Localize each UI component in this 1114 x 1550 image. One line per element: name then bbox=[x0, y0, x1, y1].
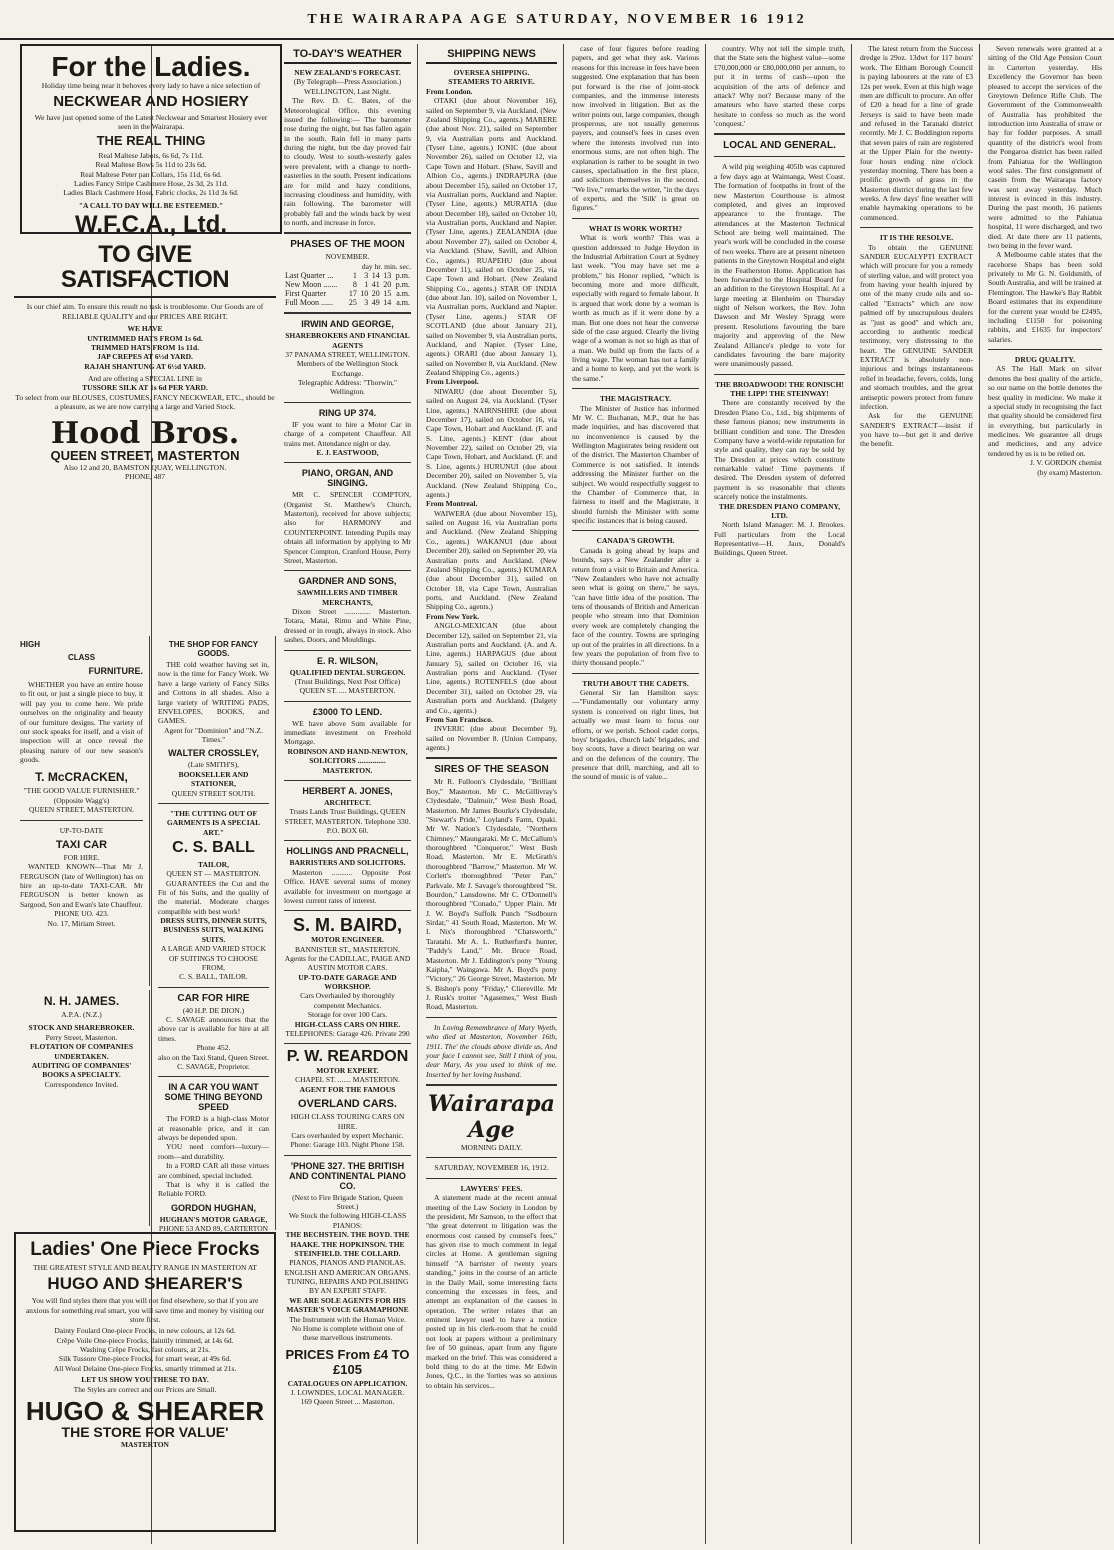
wilson-name: E. R. WILSON, bbox=[316, 655, 378, 666]
hughan-name: GORDON HUGHAN, bbox=[171, 1202, 256, 1213]
forecast-body: The Rev. D. C. Bates, of the Meteorological Office, this evening issued the following:— The barometer rose during the night, but has fallen again in the south. Rain fell in many parts during the night, but the day proved fair to cloudy. West to south-westerly gales were prevalent, with a change to north-easterlies in the south. Present indications are for mild and hazy conditions, increasing cloudiness and humidity, with rain following. The barometer will probably fall and the winds back by west to north, and increase in force. bbox=[284, 96, 411, 227]
ad-line-trimmed: TRIMMED HATS FROM 1s 11d. bbox=[91, 342, 199, 352]
piano-co-name: 'PHONE 327. THE BRITISH AND CONTINENTAL PIANO CO. bbox=[289, 1160, 406, 1191]
column-3 bbox=[420, 44, 564, 1544]
james-l2: Perry Street, Masterton. bbox=[45, 1032, 118, 1042]
ad-brand-1: HUGO AND SHEARER'S bbox=[47, 1274, 243, 1294]
ad-line-untrimmed: UNTRIMMED HATS FROM 1s 6d. bbox=[87, 333, 203, 343]
jones-l2: Trusts Lands Trust Buildings, QUEEN STREET, MASTERTON. Telephone 330. P.O. BOX 60. bbox=[284, 807, 411, 835]
ad-item-list: Real Maltese Jabots, 6s 6d, 7s 11d. Real Maltese Bows 5s 11d to 23s 6d. Real Maltese Peter pan Collars, 15s 11d, 6s 6d. Ladies Fancy Stripe Cashmere Hose, 2s 3d, 2s 11d. Ladies Black Cashmere Hose, Fabric clocks, 2s 11d 3s 6d. bbox=[63, 150, 239, 198]
ball-name: C. S. BALL bbox=[172, 839, 255, 856]
overland-title: OVERLAND CARS. bbox=[297, 1098, 397, 1111]
taxi-title: TAXI CAR bbox=[55, 838, 108, 851]
car-phone: Phone 452. bbox=[196, 1043, 231, 1053]
drug-heading: DRUG QUALITY. bbox=[1014, 355, 1076, 364]
james-ad bbox=[14, 990, 150, 1226]
work-body: What is work worth? This was a question addressed to Judge Heydon in the Industrial Arbitration Court at Sydney last week. "You may have set me a problem," his Honor replied, "which is becoming more and more difficult, especially with regard to female labour. It is argued that work done by a woman is worth as much as if it were done by a man. But one does not hear the converse side of the case argued. Clearly the living wage of a woman is not so high as that of a man. We build up from the facts of a living wage. The woman has not a family and a home to keep, and yet the work is the same." bbox=[572, 233, 699, 383]
local-body: A wild pig weighing 405lb was captured a few days ago at Waimanga, West Coast. The formation of footpaths in front of the new Masterton Courthouse is almost completed, and gives an improved appearance to the frontage. The attendances at the Masterton Technical School are being well maintained. The year's work will be concluded in the course of two weeks. There are at present nineteen patients in the Greytown Hospital and eight in the Featherston Home. Application has been forwarded to the Hospital Board for an addition to the Greytown Hospital. At a large meeting at Blenheim on Thursday night of Nelson workers, the Rev. John Dawson and Mr Wesley Spragg were present. Resolutions favouring the bare majority and approving of the New Zealand Alliance's pledge to vote for candidates favouring the bare majority were unanimously passed. bbox=[714, 162, 845, 369]
irwin-name: IRWIN AND GEORGE, bbox=[301, 319, 394, 330]
ad-tagline: THE REAL THING bbox=[96, 133, 206, 149]
ad-place: MASTERTON bbox=[121, 1439, 169, 1449]
crossley-l2: QUEEN STREET SOUTH. bbox=[171, 788, 256, 798]
ball-body: GUARANTEES the Cut and the Fit of his Suits, and the quality of the material. Moderate charges compatible with best work! bbox=[158, 878, 269, 916]
masthead bbox=[0, 0, 1114, 40]
james-l5: Correspondence Invited. bbox=[44, 1079, 119, 1089]
moon-row bbox=[284, 289, 411, 298]
moon-row bbox=[284, 298, 411, 307]
overland-l1: HIGH CLASS TOURING CARS ON HIRE. bbox=[290, 1112, 405, 1131]
taxi-phone: PHONE UO. 423. bbox=[54, 909, 109, 919]
paper-sub: MORNING DAILY. bbox=[460, 1143, 523, 1152]
piano-body: MR C. SPENCER COMPTON, (Organist St. Matthew's Church, Masterton), received for above subjects; also for HARMONY and COUNTERPOINT. Intending Pupils may obtain all information by applying to Mr Spencer Compton, Cranford House, Perry Street, Masterton. bbox=[284, 490, 411, 565]
taxi-addr: No. 17, Miriam Street. bbox=[47, 918, 116, 928]
shipping-heading: SHIPPING NEWS bbox=[426, 48, 557, 64]
ad-phone: PHONE, 487 bbox=[124, 472, 165, 482]
jones-name: HERBERT A. JONES, bbox=[302, 785, 393, 796]
forecast-date: WELLINGTON, Last Night. bbox=[304, 86, 391, 96]
weather-heading: TO-DAY'S WEATHER bbox=[284, 48, 411, 64]
piano-title: PIANO, ORGAN, AND SINGING. bbox=[301, 468, 394, 489]
reardon-l3: AGENT FOR THE FAMOUS bbox=[299, 1084, 396, 1094]
wilson-l2: (Trust Buildings, Next Post Office) QUEEN ST. .... MASTERTON. bbox=[294, 676, 401, 696]
ad-address: QUEEN STREET, MASTERTON bbox=[50, 448, 240, 463]
ad-we-have: WE HAVE bbox=[127, 324, 163, 334]
moon-row bbox=[284, 280, 411, 289]
resolve-heading: IT IS THE RESOLVE. bbox=[879, 233, 954, 243]
ad-body: You will find styles there that you will not find elsewhere, so that if you are anxious for something real smart, you will save time and money by visiting our store first. bbox=[25, 1296, 265, 1324]
lend-body: WE have above Sum available for immediate investment on Freehold Mortgage. bbox=[284, 718, 411, 747]
work-heading: WHAT IS WORK WORTH? bbox=[588, 223, 683, 233]
taxi-hire: FOR HIRE. bbox=[63, 852, 100, 862]
lend-title: £3000 TO LEND. bbox=[312, 706, 383, 717]
garage: UP-TO-DATE GARAGE AND WORKSHOP. bbox=[298, 972, 397, 992]
moon-cell: 10 bbox=[360, 289, 369, 299]
james-l1: STOCK AND SHAREBROKER. bbox=[28, 1023, 135, 1033]
paper-date: SATURDAY, NOVEMBER 16, 1912. bbox=[434, 1163, 549, 1173]
gardner-l2: Dixon Street .............. Masterton. Totara, Matai, Rimu and White Pine, dressed or in rough, always in stock. Also sashes, Doors, and Mouldings. bbox=[284, 607, 411, 645]
wilson-l1: QUALIFIED DENTAL SURGEON. bbox=[289, 667, 406, 677]
ad-title: TO GIVE SATISFACTION bbox=[14, 242, 276, 298]
ball-range: A LARGE AND VARIED STOCK OF SUITINGS TO CHOOSE FROM, bbox=[160, 944, 266, 972]
paper-title: Wairarapa Age bbox=[428, 1091, 555, 1143]
piano-co-l2: We Stock the following HIGH-CLASS PIANOS: bbox=[288, 1211, 407, 1230]
reardon-l1: MOTOR EXPERT. bbox=[316, 1066, 379, 1076]
ad-brand: Hood Bros. bbox=[50, 415, 240, 451]
lowndes: J. LOWNDES, LOCAL MANAGER. bbox=[290, 1388, 405, 1398]
ball-l2: QUEEN ST — MASTERTON. bbox=[166, 869, 261, 879]
drug-sig-2: (by exam) Masterton. bbox=[1037, 467, 1102, 477]
moon-table bbox=[284, 271, 411, 307]
piano-co-l5: WE ARE SOLE AGENTS FOR HIS MASTER'S VOICE GRAMAPHONE bbox=[286, 1295, 409, 1315]
ad-styles: The Styles are correct and our Prices are Small. bbox=[73, 1384, 217, 1394]
james-name: N. H. JAMES. bbox=[43, 994, 120, 1008]
ball-l1: TAILOR, bbox=[198, 859, 229, 869]
taxi-top: UP-TO-DATE bbox=[59, 825, 104, 835]
ad-title: For the Ladies. bbox=[51, 51, 251, 82]
drug-body: AS The Hall Mark on silver denotes the best quality of the article, so our name on the bottle denotes the best quality in medicine. We make it a special study in recognising the fact that quality should be considered first in everything, but particularly in medicines. We guarantee all drugs and medicines, and any advice tendered by us is to be relied on. bbox=[988, 364, 1102, 458]
column-left-sub-right bbox=[152, 636, 276, 1234]
ford-why: That is why it is called the Reliable FORD. bbox=[158, 1179, 269, 1199]
from-liverpool: From Liverpool. bbox=[426, 377, 479, 387]
ad-address-2: Also 12 and 20, BAMSTON QUAY, WELLINGTON. bbox=[63, 462, 227, 472]
ford-need: YOU need comfort—luxury—room—and durability. bbox=[158, 1142, 269, 1161]
lend-sig: ROBINSON AND HAND-NEWTON, SOLICITORS ............... MASTERTON. bbox=[287, 746, 408, 775]
forecast-heading: NEW ZEALAND'S FORECAST. bbox=[294, 68, 401, 77]
garage-l2: Storage for over 100 Cars. bbox=[307, 1010, 388, 1020]
leader-heading: LAWYERS' FEES. bbox=[460, 1183, 523, 1193]
catalogues: CATALOGUES ON APPLICATION. bbox=[287, 1378, 408, 1388]
gardner-l1: SAWMILLERS AND TIMBER MERCHANTS, bbox=[297, 588, 398, 607]
car-stand: also on the Taxi Stand, Queen Street. bbox=[158, 1052, 269, 1062]
ring-body: IF you want to hire a Motor Car in charge of a competent Chauffeur. All trains met. Attendance night or day. bbox=[284, 419, 411, 448]
piano-co-l3: PIANOS, PIANOS AND PIANOLAS. ENGLISH AND AMERICAN ORGANS. bbox=[284, 1258, 411, 1277]
garage-l3: HIGH-CLASS CARS ON HIRE. bbox=[294, 1019, 401, 1029]
column-left-sub bbox=[14, 636, 150, 986]
hollings-name: HOLLINGS AND PRACNELL, bbox=[286, 846, 409, 857]
piano-list: THE BECHSTEIN. THE BOYD. THE HAAKE. THE HOPKINSON. THE STEINFIELD. THE COLLARD. bbox=[285, 1230, 410, 1258]
crossley-l1: BOOKSELLER AND STATIONER, bbox=[178, 769, 249, 789]
furniture-h2: CLASS bbox=[67, 653, 96, 662]
ad-intro: Is our chief aim. To ensure this result no task is troublesome. Our Goods are of RELIABLE QUALITY and our PRICES ARE RIGHT. bbox=[26, 302, 264, 321]
cutting: "THE CUTTING OUT OF GARMENTS IS A SPECIAL ART." bbox=[166, 808, 261, 837]
irwin-l1: SHAREBROKERS AND FINANCIAL AGENTS bbox=[285, 331, 410, 350]
moon-units: day hr. min. sec. bbox=[361, 261, 411, 271]
ad-title: Ladies' One Piece Frocks bbox=[30, 1239, 260, 1260]
lowndes-addr: 169 Queen Street ... Masterton. bbox=[300, 1397, 395, 1407]
leader-body: A statement made at the recent annual meeting of the Law Society in London by the president, Mr Samson, to the effect that "the great deterrent to litigation was the enormous cost caused by counsel's fees," has given rise to much comment in legal circles at Home. A gentleman signing himself "A barrister of twenty years standing," joins in the course of an article in the Daily Mail, some interesting facts concerning the excesses in fees, and attempt an explanation of the causes in operation. The writer relates that an eminent lawyer used to have a notice posted up in his clerk-room that he could not look at papers without a preliminary fee of 50 guineas, apart from any figure marked on the brief. This was considered a bold thing to do at the time. Mr Edwin Jones, Q.C., in the 'forties was so anxious to obtain his services... bbox=[426, 1193, 557, 1390]
sires-body: Mr R. Fulloon's Clydesdale, "Brilliant Boy," Masterton. Mr C. McGillivray's Clydesdale, "Dalmuir," West Bush Road, Masterton. Mr James Bourke's Clydesdale, "Stewart's Pride," Loyland's Farm, Opaki. Mr W. Nation's Clydesdale, "Northern Chimney," Maungaraki. Mr C. McCallum's thoroughbred "Conqueror," West Bush Road, Masterton. Mr E. McGrath's thoroughbred "Barrow," Masterton. Mr W. Corlett's thoroughbred "Peter Pan," Parkvale. Mr J. Savage's thoroughbred "St. Bourdon," Lansdowne. Mr C. O'Donnell's thoroughbred "Conado," Upper Plain. Mr J. W. Boyd's Suffolk Punch "Sudbourn Sirdar," 41 South Road, Masterton. Mr W. I. Nix's thoroughbred "Chatsworth," Taratahi. Mr A. L. Rutherfurd's hunter, "Paddy's Land," Mt. Bruce Road, Masterton. Mr J. Eddington's pony "Young Kaipha," Waingawa. Mr A. Boyd's pony "Victory," 26 George Street, Masterton. Mr S. Bishop's pony "Friday," Cliereville. Mr J. Rusk's trotter "Agasemes," West Bush Road, Masterton. bbox=[426, 777, 557, 1012]
crossley-late: (Late SMITH'S), bbox=[188, 760, 239, 770]
column-5 bbox=[708, 44, 852, 1544]
baird-l2: BANNISTER ST., MASTERTON. Agents for the CADILLAC, PAIGE AND AUSTIN MOTOR CARS. bbox=[284, 944, 411, 973]
car-title: CAR FOR HIRE bbox=[177, 992, 250, 1004]
magistracy-heading: THE MAGISTRACY. bbox=[600, 394, 671, 404]
james-qual: A.P.A. (N.Z.) bbox=[61, 1010, 102, 1019]
ad-subtitle: THE GREATEST STYLE AND BEAUTY RANGE IN MASTERTON AT bbox=[33, 1262, 257, 1272]
james-l3: FLOTATION OF COMPANIES UNDERTAKEN. bbox=[29, 1042, 134, 1061]
from-montreal: From Montreal. bbox=[426, 499, 478, 509]
car-hp: (40 H.P. DE DION.) bbox=[182, 1005, 245, 1015]
from-new-york: From New York. bbox=[426, 611, 480, 621]
hollings-l1: BARRISTERS AND SOLICITORS. bbox=[289, 858, 406, 868]
reardon-name: P. W. REARDON bbox=[286, 1048, 409, 1066]
moon-cell: Last Quarter ... bbox=[285, 271, 334, 281]
moon-row bbox=[284, 271, 411, 280]
music-heading: THE BROADWOOD! THE RONISCH! THE LIPP! THE STEINWAY! bbox=[715, 379, 844, 398]
liverpool-body: NIWARU (due about December 5), sailed on August 24, via Auckland. (Tyser Line, agents.) NAIRNSHIRE (due about December 17), sailed on October 16, via Cape Town, Hobart and Auckland. (F. and S. Line, agents.) KENT (due about November 22), sailed on October 29, via Cape Town, Hobart, and Auckland. (F. and S. Line, agents.) HURUNUI (due about December 20), sailed on November 5, via Auckland. (New Zealand Shipping Co., agents.) bbox=[426, 386, 557, 499]
shop-agent: Agent for "Dominion" and "N.Z. Times." bbox=[164, 725, 263, 744]
resolve-end: Ask for the GENUINE SANDER'S EXTRACT—insist if you have to—but get it and derive the benefit. bbox=[860, 411, 973, 449]
article-top: country. Why not tell the simple truth, that the State sets the highest value—some £70,000,000 or £80,000,000 per annum, to put it in terms of cash—upon the acquisition of the arts of defence and attack? Why not? Because many of the amateurs who have started these corps hesitate to confess so much as the word 'conquest.' bbox=[714, 44, 845, 128]
mccracken-addr: QUEEN STREET, MASTERTON. bbox=[28, 805, 135, 815]
canada-heading: CANADA'S GROWTH. bbox=[596, 536, 675, 546]
moon-cell: Full Moon ...... bbox=[285, 298, 334, 308]
shop-body: THE cold weather having set in, now is the time for Fancy Work. We have a large variety of Fancy Silks and Cottons in all shades. Also a large variety of WRITING PADS, ENVELOPES, BOOKS, and GAMES. bbox=[158, 660, 269, 726]
piano-co-l7: No Home is complete without one of these marvellous instruments. bbox=[291, 1323, 404, 1343]
piano-co-l4: TUNING, REPAIRS AND POLISHING BY AN EXPERT STAFF. bbox=[286, 1277, 409, 1296]
moon-cell: 25 bbox=[348, 298, 357, 308]
mccracken-tag: "THE GOOD VALUE FURNISHER." bbox=[23, 786, 140, 796]
overland-phone: Phone: Garage 103. Night Phone 158. bbox=[290, 1140, 405, 1150]
hollings-l2: Masterton ........... Opposite Post Office. HAVE several sums of money available for investment on mortgage at lowest current rates of interest. bbox=[284, 867, 411, 905]
moon-cell: 14 bbox=[371, 271, 380, 281]
column-2 bbox=[278, 44, 418, 1544]
moon-cell: 49 bbox=[371, 298, 380, 308]
ad-show: LET US SHOW YOU THESE TO DAY. bbox=[81, 1375, 209, 1385]
from-london: From London. bbox=[426, 86, 473, 96]
james-l4: AUDITING OF COMPANIES' BOOKS A SPECIALTY. bbox=[31, 1060, 132, 1080]
column-6 bbox=[854, 44, 980, 1544]
montreal-body: WAIWERA (due about November 15), sailed on August 16, via Australian ports and Auckland. (New Zealand Shipping Co., agents.) WAKANUI (due about December 20), sailed on September 20, via Australian ports and Auckland. (New Zealand Shipping Co., agents.) KUMARA (due about December 31), sailed on October 18, via Cape Town, Australian ports, and Auckland. (New Zealand Shipping Co., agents.) bbox=[426, 508, 557, 612]
sf-body: INVERIC (due about December 9), sailed on November 8. (Union Company, agents.) bbox=[426, 724, 557, 752]
moon-cell: p.m. bbox=[395, 280, 410, 290]
ad-slogan: "A CALL TO DAY WILL BE ESTEEMED." bbox=[78, 200, 224, 210]
ad-special: And are offering a SPECIAL LINE in bbox=[88, 374, 202, 383]
article-top: The latest return from the Success dredge is 29oz. 13dwt for 117 hours' work. The Eltham Borough Council is paying labourers at the rate of £3 12s per week. Even at this high wage men are difficult to procure. An offer of £20 a head for a line of grade Jerseys is said to have been made and refused in the Taranaki district recently. Mr J. C. Boddington reports that seven pairs of rain are registered at the Upper Plain for the twenty-four hours ending nine o'clock yesterday morning. There has been a prolific growth of grass in the Masterton district during the last few weeks. A few days' fine weather will enable haymaking operations to be commenced. bbox=[860, 44, 973, 222]
ad-line-rajah: RAJAH SHANTUNG AT 6½d YARD. bbox=[84, 361, 206, 371]
jones-l1: ARCHITECT. bbox=[324, 797, 371, 807]
magistracy-body: The Minister of Justice has informed Mr W. C. Buchanan, M.P., that he has made inquiries, and has discovered that no inconvenience is caused by the Wellington Magistrates being resident out of the district. The Masterton Chamber of Commerce is not satisfied. It intends addressing the Minister further on the subject. We would respectfully suggest to the Chamber of Commerce that, in fairness to itself and the Magistrate, it should furnish the Minister with some specific instances that is being caused. bbox=[572, 403, 699, 525]
ball-dress: DRESS SUITS, DINNER SUITS, BUSINESS SUITS, WALKING SUITS. bbox=[160, 916, 267, 944]
moon-cell: a.m. bbox=[396, 298, 410, 308]
moon-cell: 1 bbox=[364, 280, 369, 290]
hughan-l1: HUGHAN'S MOTOR GARAGE, bbox=[159, 1214, 268, 1224]
garage-l1: Cars Overhauled by thoroughly competent Mechanics. bbox=[300, 991, 395, 1010]
ad-for-the-ladies bbox=[20, 44, 282, 239]
hughan-l2: PHONE 53 AND 89, CARTERTON bbox=[158, 1224, 269, 1234]
from-san-francisco: From San Francisco. bbox=[426, 714, 493, 724]
irwin-l3: Members of the Wellington Stock Exchange. bbox=[296, 359, 399, 378]
ball-sig: C. S. BALL, TAILOR. bbox=[179, 972, 248, 982]
moon-cell: 13 bbox=[383, 271, 392, 281]
ring-title: RING UP 374. bbox=[318, 407, 377, 418]
piano-co-l6: The Instrument with the Human Voice. bbox=[289, 1314, 406, 1324]
ad-tag: THE STORE FOR VALUE' bbox=[61, 1424, 229, 1441]
local-heading: LOCAL AND GENERAL. bbox=[723, 140, 836, 152]
ford-body: The FORD is a high-class Motor at reasonable price, and it can always be depended upon. bbox=[158, 1114, 269, 1143]
ad-brand: W.F.C.A., Ltd. bbox=[75, 211, 227, 239]
moon-cell: 1 bbox=[352, 271, 357, 281]
furniture-h1: HIGH bbox=[20, 640, 40, 649]
irwin-l4: Telegraphic Address: "Thorwin," Wellington. bbox=[297, 378, 398, 397]
moon-month: NOVEMBER. bbox=[325, 252, 370, 262]
gardner-name: GARDNER AND SONS, bbox=[298, 576, 397, 587]
overland-l2: Cars overhauled by expert Mechanic. bbox=[291, 1130, 404, 1140]
moon-cell: First Quarter bbox=[285, 289, 327, 299]
resolve-body: To obtain the GENUINE SANDER EUCALYPTI EXTRACT which will procure for you a remedy of sterling value, and will protect you from having your health injured by one of the many crude oils and so-called "Extracts" which are now palmed off by unscrupulous dealers as "just as good" and which are, according to authentic medical testimony, very distressing to the heart. The GENUINE SANDER EXTRACT is absolutely non-injurious and brings instantaneous relief in headache, fevers, colds, lung and stomach troubles, and the great antiseptic powers protect from future infection. bbox=[860, 242, 973, 411]
baird-l1: MOTOR ENGINEER. bbox=[311, 935, 384, 945]
cadets-body: General Sir Ian Hamilton says:—"Fundamentally our voluntary army system is conceived on right lines, but actually we must learn to focus our efforts, or we perish. School cadet corps, boys' brigades, church lads' brigades, and boy scouts, have a direct bearing on war and on the defences of the country. The presence that drill, marching, and all to the sound of music is of value... bbox=[572, 688, 699, 782]
ad-brand-2: HUGO & SHEARER bbox=[25, 1395, 265, 1426]
steamers-heading: STEAMERS TO ARRIVE. bbox=[448, 77, 535, 87]
article-top: case of four figures before reading papers, and get what they ask. Various reasons for this increase in fees have been suggested. One explanation that has been put forward is the rise of joint-stock companies, and the immense interests now involved in litigation. But as the writer points out, large companies, though prosperous, are not usually generous payers, and counsel's fees in cases even where the interests involved run into enormous sums, are not often high. The explanation is rather to be sought in two causes, specialisation in the first place, and solicitors themselves in the second. "We live," remarks the writer, "in the days of experts, and the 'Silk' is great on figures." bbox=[572, 44, 699, 213]
car-sig: C. SAVAGE, Proprietor. bbox=[177, 1061, 250, 1071]
baird-name: S. M. BAIRD, bbox=[292, 915, 402, 936]
column-4 bbox=[566, 44, 706, 1544]
furniture-h3: FURNITURE. bbox=[88, 666, 143, 676]
sires-heading: SIRES OF THE SEASON bbox=[434, 764, 549, 776]
piano-co-l1: (Next to Fire Brigade Station, Queen Street.) bbox=[292, 1192, 403, 1212]
cadets-heading: TRUTH ABOUT THE CADETS. bbox=[582, 678, 689, 688]
ad-hugo-shearer bbox=[14, 1232, 276, 1532]
forecast-by: (By Telegraph—Press Association.) bbox=[293, 77, 402, 87]
ny-body: ANGLO-MEXICAN (due about December 12), sailed on September 21, via Australian ports and Auckland. (A. and A. Line, agents.) HARPAGUS (due about January 5), sailed on October 16, via Australian ports and Auckland. (Tyser Line, agents.) ROTENFELS (due about December 31), sailed on October 29, via Australian ports and Auckland. (Dalgety and Co., agents.) bbox=[426, 621, 557, 715]
prices: PRICES From £4 TO £105 bbox=[285, 1346, 410, 1377]
mccracken-name: T. McCRACKEN, bbox=[35, 770, 128, 785]
moon-cell: 20 bbox=[371, 289, 380, 299]
moon-cell: 8 bbox=[352, 280, 357, 290]
shipping-sub: OVERSEA SHIPPING. bbox=[453, 68, 530, 77]
ad-silk: TUSSORE SILK AT 1s 6d PER YARD. bbox=[82, 383, 208, 393]
taxi-body: WANTED KNOWN—That Mr J. FERGUSON (late of Wellington) has on hire an up-to-date TAXI-CAR. Mr FERGUSON is better known as Sargood, Son and Ewan's late Chauffeur. bbox=[20, 862, 143, 909]
ad-intro: Holiday time being near it behoves every lady to have a nice selection of bbox=[41, 81, 261, 91]
ad-item-list: Dainty Foulard One-piece Frocks, in new colours, at 12s 6d. Crêpe Voile One-piece Frocks, daintily trimmed, at 14s 6d. Washing Crêpe Frocks, fast colours, at 21s. Silk Tussore One-piece Frocks, for smart wear, at 49s 6d. All Wool Delaine One-piece Frocks, smartly trimmed at 21s. bbox=[53, 1326, 237, 1373]
shop-title: THE SHOP FOR FANCY GOODS. bbox=[168, 640, 259, 658]
moon-cell: 3 bbox=[364, 271, 369, 281]
crossley-name: WALTER CROSSLEY, bbox=[168, 748, 259, 759]
moon-cell: New Moon ....... bbox=[285, 280, 338, 290]
furniture-body: WHETHER you have an entire house to fit out, or just a single piece to buy, it will pay you to come here. We pride ourselves on the originality and beauty of our furniture designs. The variety of our stock speaks for itself, and a visit of inspection will at once reveal the pleasing nature of our new season's goods. bbox=[20, 680, 143, 764]
ad-blouses: To select from our BLOUSES, COSTUMES, FANCY NECKWEAR, ETC., should be a pleasure, as we are now carrying a large and Varied Stock. bbox=[15, 392, 275, 412]
reardon-l2: CHAPEL ST. ....... MASTERTON. bbox=[295, 1075, 400, 1085]
irwin-l2: 37 PANAMA STREET, WELLINGTON. bbox=[285, 349, 410, 359]
moon-cell: a.m. bbox=[396, 289, 410, 299]
mccracken-opp: (Opposite Wagg's) bbox=[53, 795, 110, 805]
ford-title: IN A CAR YOU WANT SOME THING BEYOND SPEED bbox=[164, 1082, 263, 1113]
car-body: C. SAVAGE announces that the above car is available for hire at all times. bbox=[158, 1015, 269, 1043]
ad-product: NECKWEAR AND HOSIERY bbox=[53, 92, 249, 110]
ad-line-jap-crepes: JAP CREPES AT 6½d YARD. bbox=[97, 352, 193, 362]
ad-to-give-satisfaction bbox=[14, 242, 276, 632]
moon-cell: p.m. bbox=[395, 271, 410, 281]
masthead-text: THE WAIRARAPA AGE SATURDAY, NOVEMBER 16 1912 bbox=[307, 12, 807, 27]
ford-combined: In a FORD CAR all these virtues are combined, special included. bbox=[158, 1161, 269, 1180]
music-addr: North Island Manager: M. J. Brookes. Full particulars from the Local Representative—H. Jaux, Donald's Buildings, Queen Street. bbox=[714, 520, 845, 558]
london-body: OTAKI (due about November 16), sailed on September 9, via Auckland. (New Zealand Shipping Co., agents.) MARERE (due about Nov. 21), sailed on September 9, via Australian ports and Auckland. (Tyser Line, agents.) IONIC (due about November 26), sailed on October 12, via Cape Town and Hobart. (Shaw, Savill and Albion Co., agents.) INDRAPURA (due about December 15), sailed on October 17, via Australian ports, Auckland and Napier. (Tyser Line, agents.) MURATIA (due about December 18), sailed on October 10, via Australian ports, Auckland and Napier. (Tyser Line, agents.) ZEALANDIA (due about November 27), sailed on October 4, via Auckland. (Shaw, Savill, and Albion Co., agents.) RUAPEHU (due about December 11), sailed on October 25, via Cape Town and Hobart. (New Zealand Shipping Co., agents.) STAR OF INDIA (due about Jan. 10), sailed on November 1, via Australian ports, Auckland and Napier. (Tyser Line, agents.) STAR OF SCOTLAND (due about January 21), sailed on November 9, via Australian ports, Auckland, and Napier. (Tyser Line, agents.) ORARI (due about January 1), sailed on November 8, via Auckland. (New Zealand Shipping Co., agents.) bbox=[426, 96, 557, 377]
music-body: There are constantly received by the Dresden Piano Co., Ltd., big shipments of these famous pianos; new instruments in brilliant condition and tone. The Dresden Company have a world-wide reputation for style and quality, they can ray be sold by The Dresden at prices which constitute remarkable value! Time payments if desired. The Dresden system of deferred payment is so reasonable that clients scarcely notice the instalments. bbox=[714, 398, 845, 502]
music-sig: THE DRESDEN PIANO COMPANY, LTD. bbox=[718, 501, 841, 520]
moon-cell: 15 bbox=[383, 289, 392, 299]
canada-body: Canada is going ahead by leaps and bounds, says a New Zealander after a return from a visit to Britain and America. "New Zealanders who have not actually seen what is going on there," he says, "can have little idea of the position. The tens of thousands of British and American people who stream into that Dominion every week are completely changing the face of the country. Towns are springing up out of the prairies in all directions. In a few years the population of from five to thirty thousand people." bbox=[572, 545, 699, 668]
eastwood: E. J. EASTWOOD, bbox=[316, 447, 379, 457]
drug-sig: J. V. GORDON chemist bbox=[1029, 458, 1102, 468]
moon-cell: 41 bbox=[371, 280, 380, 290]
ad-body: We have just opened some of the Latest Neckwear and Smartest Hosiery ever seen in the Wairarapa. bbox=[34, 112, 268, 131]
article-top: Seven renewals were granted at a sitting of the Old Age Pension Court in Carterton yesterday. His Excellency the Governor has been pleased to accept the services of the Greytown Defence Rifle Club. The Government of the Commonwealth of Australia has prohibited the introduction into Australia of straw or hay for fodder purposes. A small quantity of the district's wool from the Pongaroa district has been railed from Pahiatua for the Wellington wool sales. The first consignment of casein from the Wairarapa factory was sent away yesterday. Much interest is evinced in this industry. During the past month, 16 patients were admitted to the Pahiatua hospital, 11 were discharged, and two died. At date there are 11 patients, two being in the fever ward. bbox=[988, 44, 1102, 250]
memoriam: In Loving Remembrance of Mary Wyeth, who died at Masterton, November 16th, 1911. The' the clouds above divide us, And your face I cannot see, Still I think of you, dear Mary, As you used to think of me. Inserted by her loving husband. bbox=[426, 1022, 557, 1079]
article-mid: A Melbourne cable states that the racehorse Shaps has been sold privately to Mr G. N. Goldsmith, of South Australia, and will be trained at Flemington. The Hawke's Bay Rabbit Board estimates that its expenditure for the current year would be £2495, including £1150 for poisoning rabbits, and £1635 for inspectors' salaries. bbox=[988, 250, 1102, 344]
moon-cell: 14 bbox=[383, 298, 392, 308]
moon-cell: 3 bbox=[364, 298, 369, 308]
moon-cell: 17 bbox=[348, 289, 357, 299]
moon-heading: PHASES OF THE MOON bbox=[290, 239, 405, 251]
column-7 bbox=[982, 44, 1108, 1544]
moon-cell: 20 bbox=[383, 280, 392, 290]
garage-phone: TELEPHONES: Garage 426. Private 290 bbox=[285, 1028, 410, 1038]
